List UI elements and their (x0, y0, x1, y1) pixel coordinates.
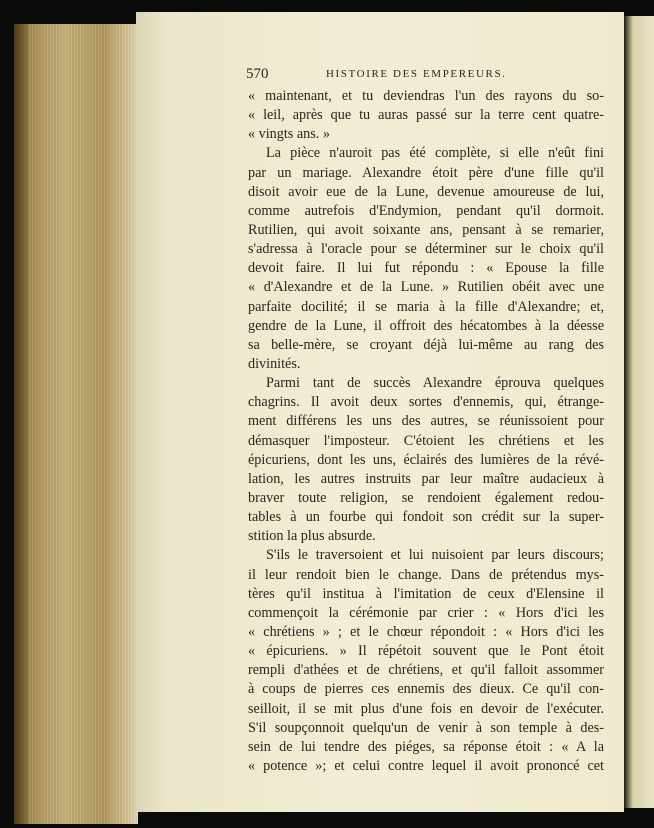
text-line: ment différens les uns des autres, se réunissoient pour (248, 413, 604, 430)
text-line: sa belle-mère, se croyant déjà lui-même au rang des (248, 336, 604, 353)
text-line: « d'Alexandre et de la Lune. » Rutilien obéit avec une (248, 279, 604, 296)
body-text (248, 87, 604, 776)
text-line: chagrins. Il avoit deux sortes d'ennemis, qui, étrange- (248, 394, 604, 411)
book-page-edges (14, 24, 138, 824)
text-line: « maintenant, et tu deviendras l'un des rayons du so- (248, 88, 604, 104)
text-line: S'il soupçonnoit quelqu'un de venir à son temple à des- (248, 719, 604, 736)
text-line: gendre de la Lune, il offroit des hécatombes à la déesse (248, 317, 604, 334)
text-line: s'adressa à l'oracle pour se déterminer sur le choix qu'il (248, 241, 604, 258)
text-line: lation, les autres instruits par leur maître audacieux à (248, 470, 604, 487)
text-line: rempli d'athées et de chrétiens, et qu'il falloit assommer (248, 662, 604, 679)
text-line: Rutilien, qui avoit soixante ans, pensant à se remarier, (248, 221, 604, 238)
text-line: à coups de pierres ces ennemis des dieux. Ce qu'il con- (248, 681, 604, 698)
text-line: démasquer l'imposteur. C'étoient les chrétiens et les (248, 432, 604, 449)
text-line: commençoit la cérémonie par crier : « Hors d'ici les (248, 604, 604, 621)
text-line: divinités. (248, 355, 301, 372)
text-line: « vingts ans. » (248, 126, 330, 143)
text-line: tères qu'il institua à l'imitation de ceux d'Elensine il (248, 585, 604, 602)
text-line: sein de lui tendre des piéges, sa réponse étoit : « A la (248, 738, 604, 755)
text-line: comme autrefois d'Endymion, pendant qu'il dormoit. (248, 202, 604, 219)
text-line: épicuriens, dont les uns, éclairés des lumières de la révé- (248, 451, 604, 468)
text-line: par un mariage. Alexandre étoit père d'une fille qu'il (248, 164, 604, 181)
text-line: « leil, après que tu auras passé sur la terre cent quatre- (248, 107, 604, 124)
text-line: S'ils le traversoient et lui nuisoient par leurs discours; (266, 547, 604, 564)
text-line: parfaite docilité; il se maria à la fille d'Alexandre; et, (248, 298, 604, 315)
page-header (246, 66, 596, 86)
running-head: HISTOIRE DES EMPEREURS. (326, 68, 507, 80)
text-line: « potence »; et celui contre lequel il avoit prononcé cet (248, 757, 604, 774)
text-line: tables à un fourbe qui fondoit son crédit sur la super- (248, 509, 604, 526)
next-page-edge (624, 16, 654, 808)
text-line: devoit faire. Il lui fut répondu : « Epouse la fille (248, 260, 604, 277)
text-line: Parmi tant de succès Alexandre éprouva quelques (266, 375, 604, 392)
text-line: La pièce n'auroit pas été complète, si elle n'eût fini (266, 145, 604, 162)
text-line: disoit avoir eue de la Lune, devenue amoureuse de lui, (248, 183, 604, 200)
text-line: « épicuriens. » Il répétoit souvent que le Pont étoit (248, 643, 604, 660)
text-line: il leur rendoit bien le change. Dans de prétendus mys- (248, 566, 604, 583)
text-line: « chrétiens » ; et le chœur répondoit : « Hors d'ici les (248, 623, 604, 640)
text-line: stition la plus absurde. (248, 528, 376, 545)
text-line: braver toute religion, se rendoient également redou- (248, 489, 604, 506)
text-line: seilloit, il se mit plus d'une fois en devoir de l'exécuter. (248, 700, 604, 717)
page-number: 570 (246, 66, 269, 82)
